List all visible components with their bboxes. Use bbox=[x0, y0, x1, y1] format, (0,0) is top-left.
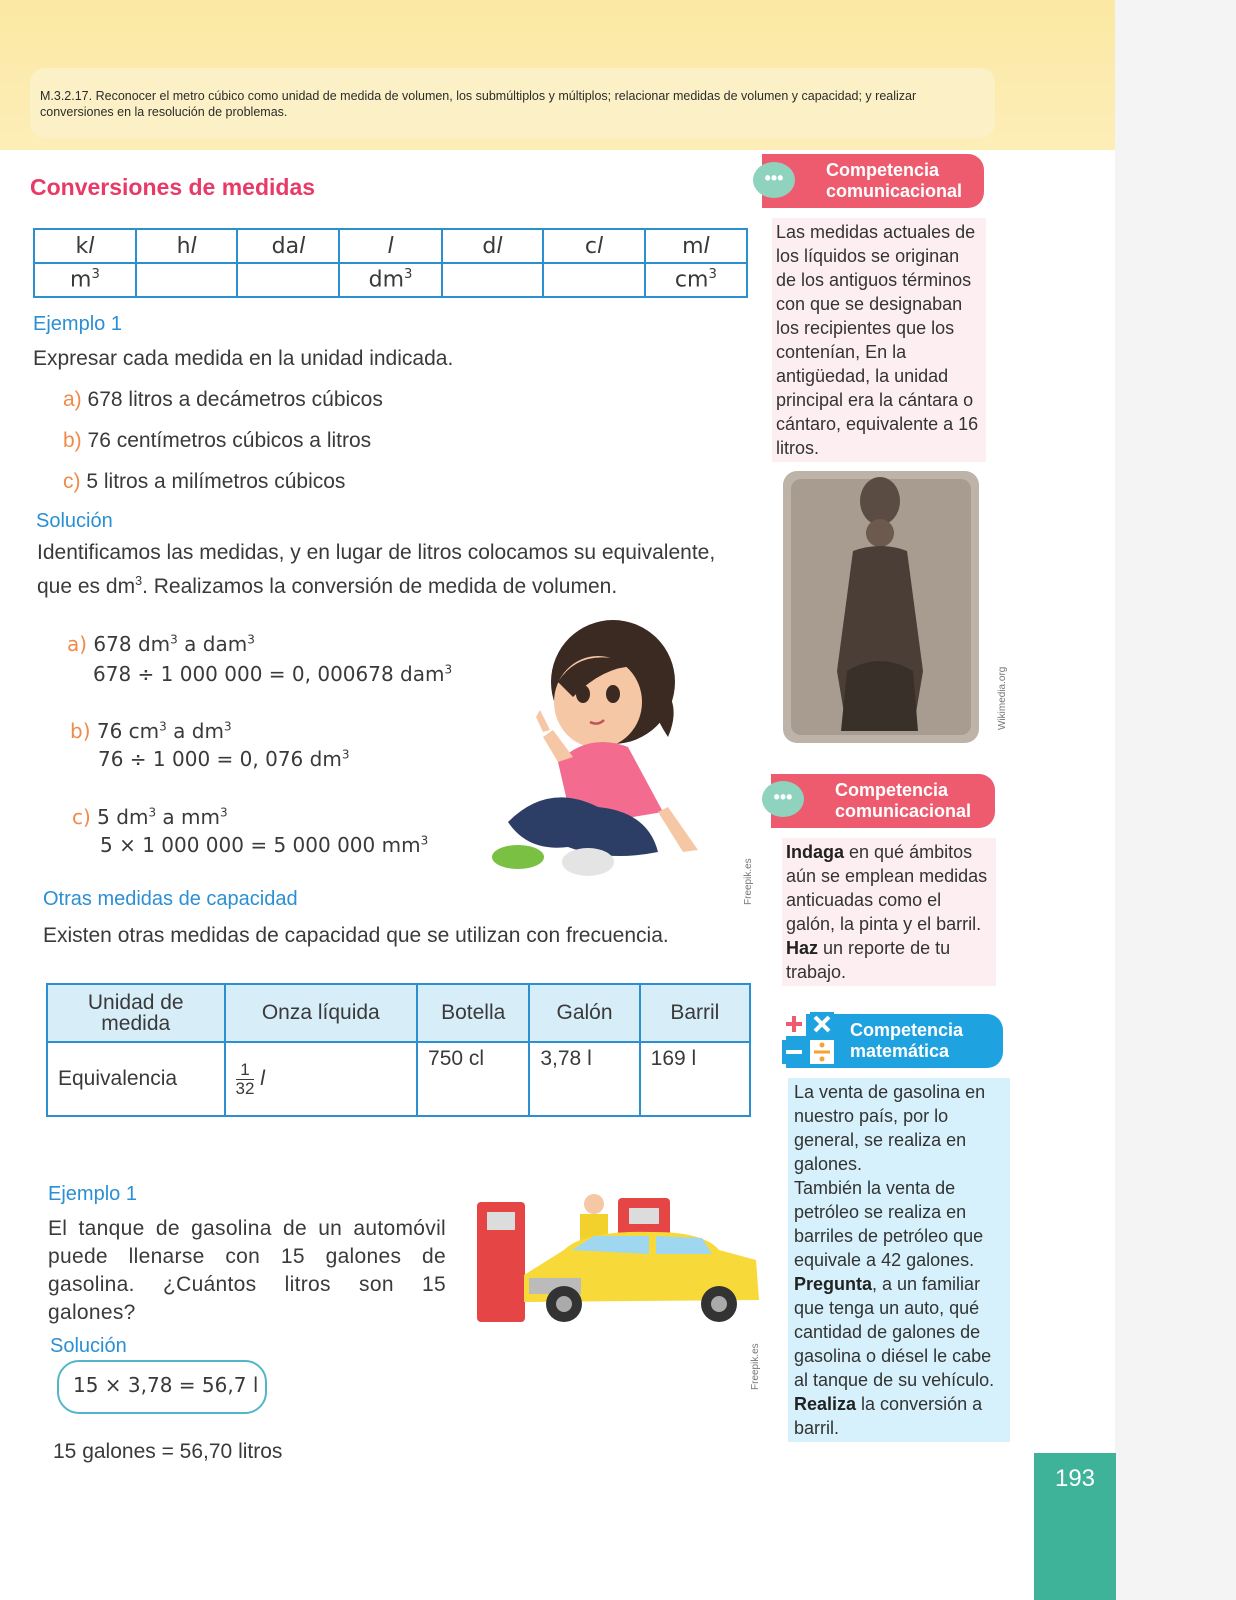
example-instruction: Expresar cada medida en la unidad indicada. bbox=[33, 347, 454, 370]
table-cell: kl bbox=[34, 229, 136, 263]
fraction: $\frac{1}{32}$ bbox=[235, 1059, 255, 1098]
list-item bbox=[63, 429, 371, 453]
table-row bbox=[34, 229, 747, 263]
table-header-cell: Onza líquida bbox=[225, 984, 418, 1042]
item-letter: a) bbox=[63, 388, 82, 411]
competency-text: La venta de gasolina en nuestro país, por lo general, se realiza en galones. También la venta de petróleo se realiza en barriles de petróleo que equivale a 42 galones. Pregunta, a un familiar que tenga un auto, qué cantidad de galones de gasolina o diésel le cabe al tanque de su vehículo. Realiza la conversión a barril. bbox=[788, 1078, 1010, 1442]
example-label: Ejemplo 1 bbox=[33, 313, 122, 335]
table-cell: hl bbox=[136, 229, 238, 263]
section-subtitle: Otras medidas de capacidad bbox=[43, 888, 298, 910]
competency-badge: Competencia matemática bbox=[786, 1014, 1003, 1068]
table-header-row bbox=[47, 984, 750, 1042]
table-cell bbox=[136, 263, 238, 297]
step-calc: 678 ÷ 1 000 000 = 0, 000678 dam$^3$ bbox=[93, 662, 453, 686]
table-cell: $cm^3$ bbox=[645, 263, 747, 297]
table-cell bbox=[237, 263, 339, 297]
answer-calc: 15 × 3,78 = 56,7 l bbox=[73, 1373, 259, 1397]
list-item bbox=[63, 388, 383, 412]
unit-table bbox=[33, 228, 748, 298]
competency-badge: Competencia comunicacional bbox=[762, 154, 984, 208]
math-operators-icon bbox=[780, 1010, 836, 1066]
table-cell: 169 l bbox=[640, 1042, 750, 1116]
solution-text: Identificamos las medidas, y en lugar de litros colocamos su equivalente, bbox=[37, 541, 716, 564]
table-header-cell: Galón bbox=[529, 984, 639, 1042]
section-text: Existen otras medidas de capacidad que se utilizan con frecuencia. bbox=[43, 924, 669, 947]
item-letter: b) bbox=[63, 429, 82, 452]
table-cell: $dm^3$ bbox=[339, 263, 441, 297]
solution-label: Solución bbox=[36, 510, 113, 532]
image-credit: Freepik.es bbox=[750, 1343, 761, 1390]
skill-text: M.3.2.17. Reconocer el metro cúbico como unidad de medida de volumen, los submúltiplos y múltiplos; relacionar medidas de volumen y capacidad; y realizar conversiones en la resolución de problemas. bbox=[40, 89, 917, 119]
table-header-cell: Barril bbox=[640, 984, 750, 1042]
image-credit: Freepik.es bbox=[743, 858, 754, 905]
image-credit: Wikimedia.org bbox=[997, 666, 1008, 730]
page-number: 193 bbox=[1034, 1453, 1116, 1600]
item-text: 678 litros a decámetros cúbicos bbox=[87, 388, 383, 411]
problem-text: El tanque de gasolina de un automóvil puede llenarse con 15 galones de gasolina. ¿Cuántos litros son 15 galones? bbox=[48, 1217, 446, 1324]
item-text: 76 centímetros cúbicos a litros bbox=[87, 429, 372, 452]
table-cell: ml bbox=[645, 229, 747, 263]
table-cell: dal bbox=[237, 229, 339, 263]
table-cell: cl bbox=[543, 229, 645, 263]
step-title: b) 76 $cm^3$ a $dm^3$ bbox=[70, 719, 232, 743]
table-cell bbox=[442, 263, 544, 297]
vintage-photo bbox=[783, 471, 979, 743]
solution-text: que es $dm^3$. Realizamos la conversión de medida de volumen. bbox=[37, 574, 618, 598]
table-cell: Equivalencia bbox=[47, 1042, 225, 1116]
table-cell: dl bbox=[442, 229, 544, 263]
list-item bbox=[63, 470, 345, 494]
page-margin bbox=[1115, 0, 1236, 1600]
competency-badge: Competencia comunicacional bbox=[771, 774, 995, 828]
speech-bubble-icon: ••• bbox=[753, 162, 795, 198]
table-cell: $\frac{1}{32}$ l bbox=[225, 1042, 418, 1116]
competency-text: Indaga en qué ámbitos aún se emplean medidas anticuadas como el galón, la pinta y el barril. Haz un reporte de tu trabajo. bbox=[782, 838, 996, 986]
table-cell bbox=[543, 263, 645, 297]
speech-bubble-icon: ••• bbox=[762, 781, 804, 817]
table-row bbox=[47, 1042, 750, 1116]
table-cell: l bbox=[339, 229, 441, 263]
result-text: 15 galones = 56,70 litros bbox=[53, 1440, 283, 1463]
section-title: Conversiones de medidas bbox=[30, 174, 316, 200]
table-header-cell: Botella bbox=[417, 984, 529, 1042]
example-label: Ejemplo 1 bbox=[48, 1183, 137, 1205]
girl-illustration bbox=[488, 612, 718, 882]
step-title: c) 5 $dm^3$ a $mm^3$ bbox=[72, 805, 228, 829]
item-letter: c) bbox=[63, 470, 81, 493]
table-cell: $m^3$ bbox=[34, 263, 136, 297]
table-row bbox=[34, 263, 747, 297]
gas-station-illustration bbox=[474, 1190, 774, 1325]
item-text: 5 litros a milímetros cúbicos bbox=[86, 470, 346, 493]
step-title: a) 678 $dm^3$ a dam$^3$ bbox=[67, 632, 255, 656]
table-header-cell: Unidad de medida bbox=[47, 984, 225, 1042]
solution-label: Solución bbox=[50, 1335, 127, 1357]
step-calc: 5 × 1 000 000 = 5 000 000 $mm^3$ bbox=[100, 833, 429, 857]
table-cell: 750 cl bbox=[417, 1042, 529, 1116]
table-cell: 3,78 l bbox=[529, 1042, 639, 1116]
competency-text: Las medidas actuales de los líquidos se originan de los antiguos términos con que se designaban los recipientes que los contenían, En la antigüedad, la unidad principal era la cántara o cántaro, equivalente a 16 litros. bbox=[772, 218, 986, 462]
capacity-table bbox=[46, 983, 751, 1117]
step-calc: 76 ÷ 1 000 = 0, 076 $dm^3$ bbox=[98, 747, 350, 771]
